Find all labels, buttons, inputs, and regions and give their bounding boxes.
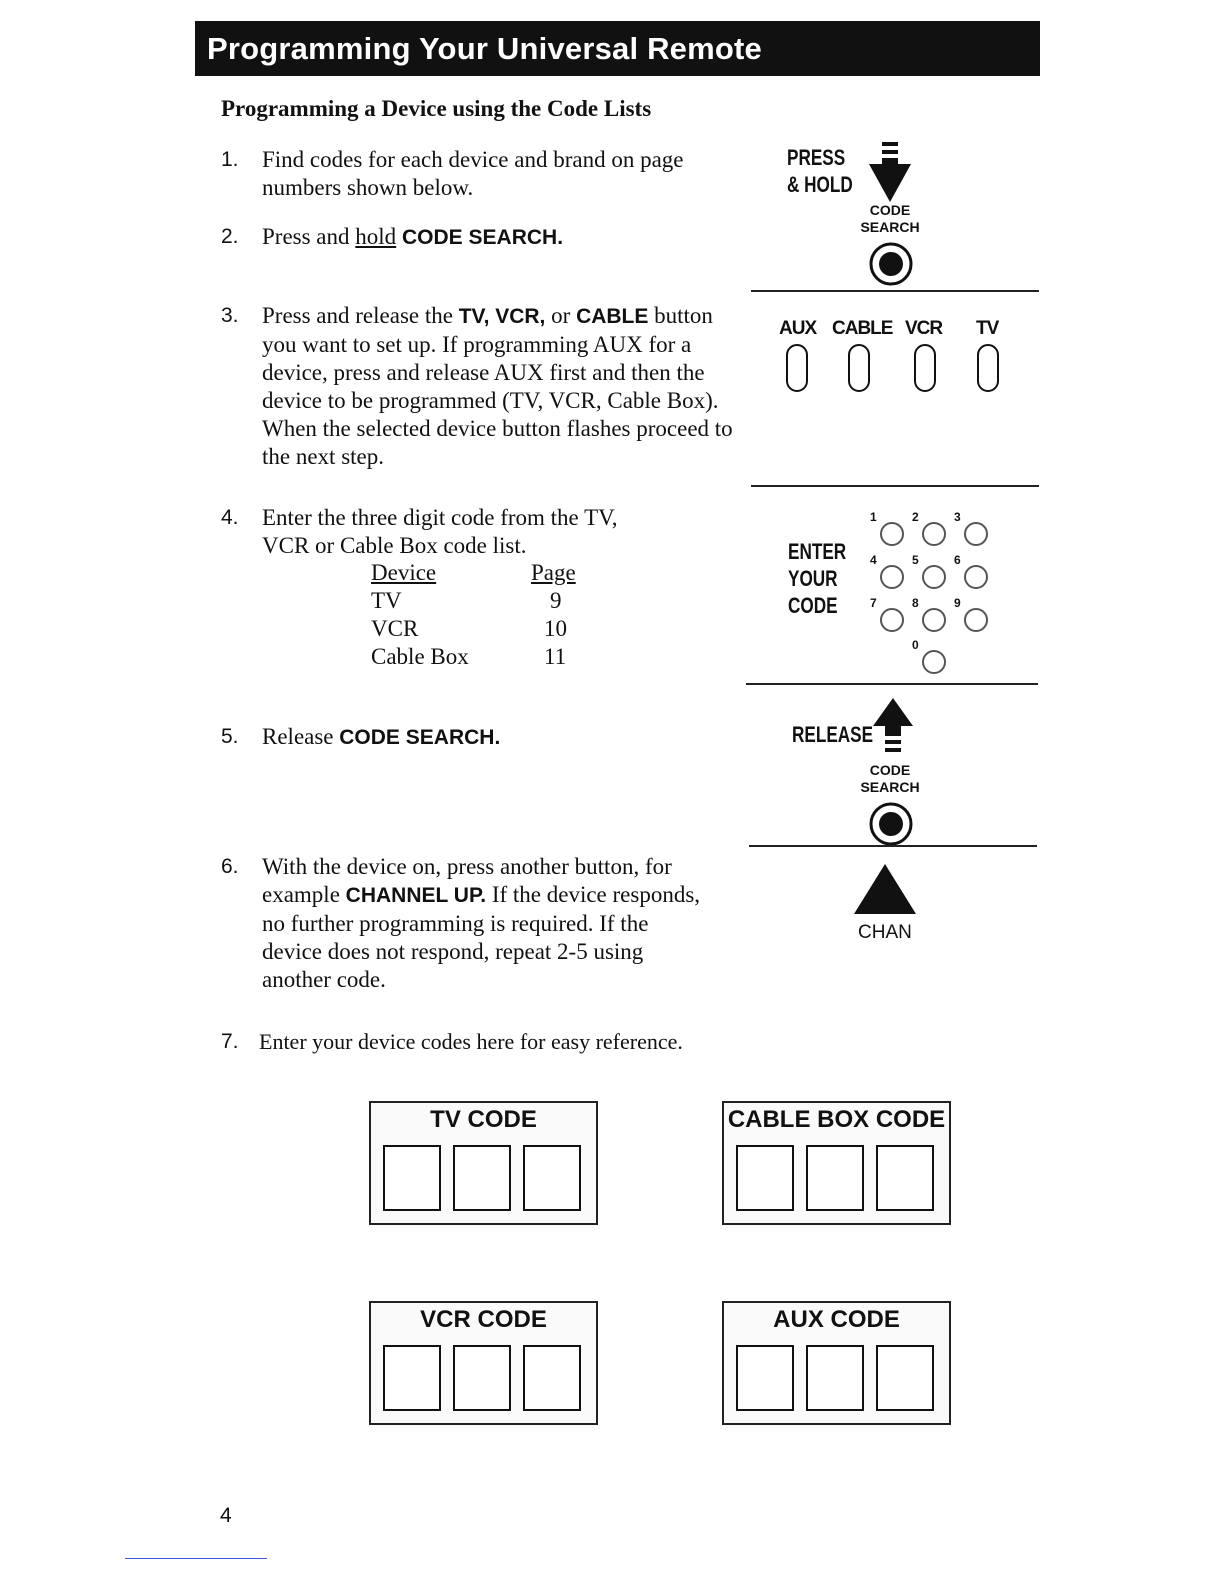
release-label: RELEASE [792,722,874,747]
key-label-7: 7 [870,596,877,610]
step-number: 5. [221,725,239,748]
step-text [262,302,747,471]
press-hold-label [787,144,853,198]
key-1-button[interactable] [880,522,904,546]
key-7-button[interactable] [880,608,904,632]
tv-code-digit-3[interactable] [523,1145,581,1211]
table-row [371,644,576,672]
vcr-code-digit-2[interactable] [453,1345,511,1411]
key-label-3: 3 [954,510,961,524]
code-search-term: CODE SEARCH. [396,226,564,249]
table-header-row [371,560,576,588]
step-number: 4. [221,506,239,529]
channel-up-button[interactable] [852,862,918,916]
code-search-button[interactable] [868,801,914,847]
code-search-label [855,762,925,796]
step-text-part: If the device responds, no further programming is required. If the device does not respond, repeat 2-5 using another code. [262,882,701,992]
aux-label: AUX [779,318,817,339]
key-label-9: 9 [954,596,961,610]
code-label: CODE [869,762,911,778]
step-4 [221,504,741,564]
key-label-0: 0 [912,638,919,652]
aux-code-digit-1[interactable] [736,1345,794,1411]
key-3-button[interactable] [964,522,988,546]
code-label: CODE [869,202,911,218]
step-text: Enter the three digit code from the TV, VCR or Cable Box code list. [262,505,618,558]
code-search-term: CODE SEARCH. [339,726,501,749]
table-cell: TV [371,588,402,613]
aux-code-box [722,1301,951,1425]
key-2-button[interactable] [922,522,946,546]
key-label-5: 5 [912,553,919,567]
search-label: SEARCH [860,219,920,235]
step-text: Find codes for each device and brand on page numbers shown below. [262,147,684,200]
cable-button[interactable] [848,344,870,392]
vcr-code-title: VCR CODE [420,1306,547,1333]
table-cell: Cable Box [371,644,469,669]
step-text-part: or [545,303,577,328]
table-header: Device [371,560,437,585]
code-search-label [855,202,925,236]
table-row [371,588,576,616]
key-0-button[interactable] [922,650,946,674]
step-6 [221,853,741,993]
tv-code-digit-1[interactable] [383,1145,441,1211]
footer-line [125,1558,267,1559]
key-9-button[interactable] [964,608,988,632]
page-banner: Programming Your Universal Remote [195,21,1040,76]
vcr-code-digit-1[interactable] [383,1345,441,1411]
channel-up-term: CHANNEL UP. [345,884,487,907]
step-text-part: Press and [262,224,356,249]
vcr-code-box [369,1301,598,1425]
step-number: 6. [221,855,239,878]
divider [751,290,1039,292]
step-2 [221,223,741,253]
aux-code-digit-3[interactable] [876,1345,934,1411]
divider [751,485,1039,487]
vcr-button[interactable] [914,344,936,392]
search-label: SEARCH [860,779,920,795]
page-number: 4 [220,1504,232,1527]
cable-code-digit-1[interactable] [736,1145,794,1211]
table-cell: VCR [371,616,419,641]
vcr-term: VCR, [495,305,546,328]
code-label: CODE [788,593,838,618]
code-search-button[interactable] [868,241,914,287]
tv-code-box [369,1101,598,1225]
tv-button[interactable] [977,344,999,392]
your-label: YOUR [788,566,838,591]
key-label-4: 4 [870,553,877,567]
enter-label: ENTER [788,539,847,564]
vcr-code-digit-3[interactable] [523,1345,581,1411]
tv-code-title: TV CODE [430,1106,537,1133]
key-4-button[interactable] [880,565,904,589]
aux-code-title: AUX CODE [773,1306,900,1333]
tv-label: TV [976,318,999,339]
table-header: Page [531,560,576,585]
divider [746,683,1038,685]
divider [749,845,1037,847]
hold-label: & HOLD [787,172,853,197]
step-text-part: button you want to set up. If programming AUX for a device, press and release AUX first and then the device to be programmed (TV, VCR, Cable Box). When the selected device button flashes proceed to the next step. [262,303,733,469]
aux-code-digit-2[interactable] [806,1345,864,1411]
vcr-label: VCR [905,318,943,339]
press-label: PRESS [787,145,846,170]
step-3 [221,302,741,472]
step-text [262,723,732,752]
step-number: 3. [221,304,239,327]
step-5 [221,723,741,753]
key-label-8: 8 [912,596,919,610]
key-8-button[interactable] [922,608,946,632]
step-text-emphasis: hold [355,224,397,249]
key-label-1: 1 [870,510,877,524]
step-text-part: With the device on, press another button, for example [262,854,672,907]
arrow-up-icon [870,696,916,758]
step-number: 1. [221,148,239,171]
step-text: Enter your device codes here for easy reference. [259,1029,683,1054]
step-text [262,223,732,252]
chan-label: CHAN [858,922,912,943]
step-1 [221,146,741,206]
tv-term: TV, [458,305,490,328]
table-cell: 10 [544,616,567,641]
step-number: 2. [221,225,239,248]
step-text-part: Press and release the [262,303,459,328]
aux-button[interactable] [786,344,808,392]
step-text [262,853,707,994]
table-cell: 11 [544,644,567,669]
cable-term: CABLE [576,305,649,328]
key-label-6: 6 [954,553,961,567]
code-list-table [371,560,576,672]
cable-label: CABLE [832,318,893,339]
enter-code-label [788,538,846,619]
tv-code-digit-2[interactable] [453,1145,511,1211]
cable-box-code-title: CABLE BOX CODE [727,1106,946,1133]
table-cell: 9 [550,588,562,613]
step-number: 7. [221,1030,239,1053]
key-5-button[interactable] [922,565,946,589]
step-text-part: Release [262,724,340,749]
table-row [371,616,576,644]
cable-box-code-box [722,1101,951,1225]
cable-code-digit-2[interactable] [806,1145,864,1211]
arrow-down-icon [866,142,914,204]
key-6-button[interactable] [964,565,988,589]
key-label-2: 2 [912,510,919,524]
cable-code-digit-3[interactable] [876,1145,934,1211]
section-title: Programming a Device using the Code Lists [221,96,652,121]
step-7 [221,1028,781,1058]
